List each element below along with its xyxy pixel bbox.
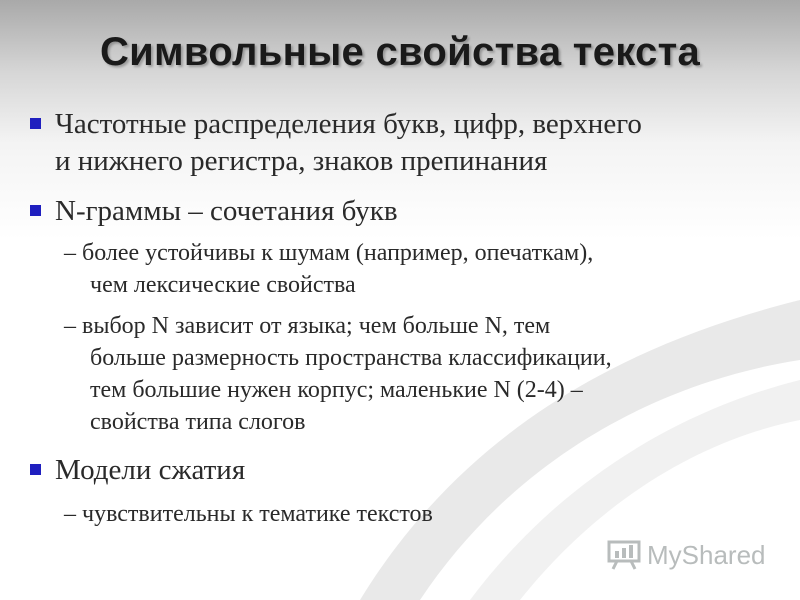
bullet-square-icon: [30, 464, 41, 475]
sub-item-3: [64, 498, 754, 530]
sub-item-1: [64, 237, 754, 301]
bullet-line: Частотные распределения букв, цифр, верхнего: [55, 108, 642, 140]
slide-title: Символьные свойства текста: [99, 30, 701, 74]
bullet-text: N-граммы – сочетания букв: [55, 195, 398, 227]
sub-line: тем большие нужен корпус; маленькие N (2-4) –: [90, 377, 583, 403]
sub-line: чем лексические свойства: [90, 272, 356, 298]
bullet-line: и нижнего регистра, знаков препинания: [55, 145, 548, 177]
sub-line: свойства типа слогов: [90, 409, 306, 435]
bullet-text: Модели сжатия: [55, 454, 246, 486]
logo-text: MyShared: [647, 539, 766, 570]
bullet-square-icon: [30, 118, 41, 129]
sub-item-2: [64, 310, 754, 438]
bullet-square-icon: [30, 205, 41, 216]
bullet-text: [55, 106, 795, 180]
sub-line: больше размерность пространства классификации,: [90, 345, 612, 371]
presentation-board-icon: [607, 540, 641, 570]
sub-line: – чувствительны к тематике текстов: [64, 501, 433, 527]
myshared-logo: [607, 537, 766, 573]
sub-line: – выбор N зависит от языка; чем больше N, тем: [64, 313, 551, 339]
sub-line: – более устойчивы к шумам (например, опечаткам),: [64, 240, 594, 266]
